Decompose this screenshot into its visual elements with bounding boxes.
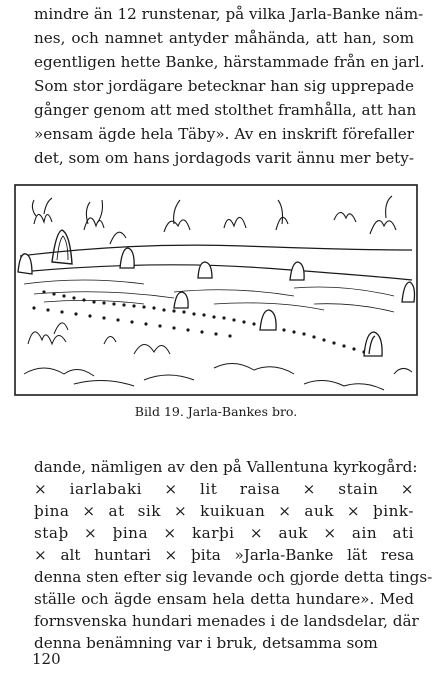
text-line: nes, och namnet antyder måhända, att han, som <box>34 29 414 47</box>
text-line: »ensam ägde hela Täby». Av en inskrift förefaller <box>34 125 414 143</box>
runic-inscription-line: þina × at sik × kuikuan × auk × þink- <box>34 502 414 520</box>
text-line: egentligen hette Banke, härstammade från en jarl. <box>34 53 425 71</box>
text-line: denna sten efter sig levande och gjorde detta tings- <box>34 568 432 586</box>
text-line: denna benämning var i bruk, detsamma som <box>34 634 378 652</box>
figure-caption: Bild 19. Jarla-Bankes bro. <box>134 404 298 419</box>
runic-inscription-line: staþ × þina × karþi × auk × ain ati <box>34 524 414 542</box>
text-line: det, som om hans jordagods varit ännu mer bety- <box>34 149 414 167</box>
illustration-jarla-bankes-bro <box>14 184 418 396</box>
page-number: 120 <box>32 650 61 668</box>
text-line: mindre än 12 runstenar, på vilka Jarla-Banke näm- <box>34 5 424 23</box>
runic-inscription-line: × iarlabaki × lit raisa × stain × <box>34 480 414 498</box>
text-line: Som stor jordägare betecknar han sig upprepade <box>34 77 414 95</box>
text-line: dande, nämligen av den på Vallentuna kyrkogård: <box>34 458 418 476</box>
text-line: ställe och ägde ensam hela detta hundare». Med <box>34 590 414 608</box>
text-line: × alt huntari × þita »Jarla-Banke lät resa <box>34 546 414 564</box>
text-line: fornsvenska hundari menades i de landsdelar, där <box>34 612 419 630</box>
text-line: gånger genom att med stolthet framhålla, att han <box>34 101 417 119</box>
